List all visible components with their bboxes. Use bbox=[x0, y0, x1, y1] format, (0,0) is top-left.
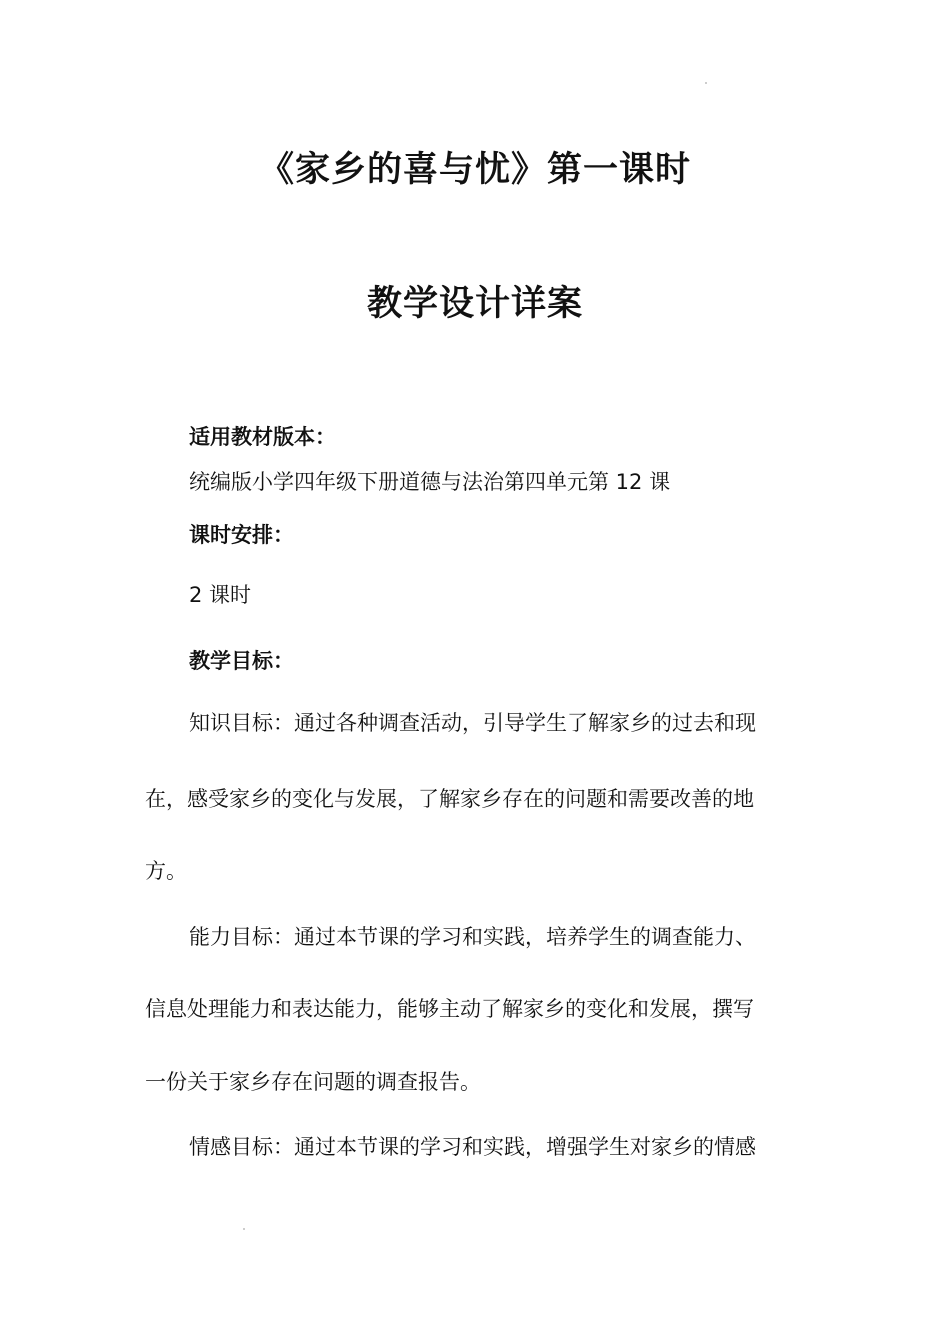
scan-speck bbox=[705, 82, 707, 84]
scan-speck bbox=[243, 1228, 245, 1230]
knowledge-goal-line: 方。 bbox=[145, 859, 187, 883]
document-title: 《家乡的喜与忧》第一课时 bbox=[258, 150, 691, 190]
textbook-value: 统编版小学四年级下册道德与法治第四单元第 12 课 bbox=[189, 470, 671, 494]
document-subtitle: 教学设计详案 bbox=[366, 284, 583, 324]
goals-label: 教学目标： bbox=[189, 649, 294, 673]
ability-goal-line: 信息处理能力和表达能力，能够主动了解家乡的变化和发展，撰写 bbox=[145, 997, 754, 1021]
ability-goal-line: 一份关于家乡存在问题的调查报告。 bbox=[145, 1070, 481, 1094]
knowledge-goal-line: 在，感受家乡的变化与发展，了解家乡存在的问题和需要改善的地 bbox=[145, 787, 754, 811]
emotion-goal-line: 情感目标：通过本节课的学习和实践，增强学生对家乡的情感 bbox=[189, 1135, 756, 1159]
schedule-value: 2 课时 bbox=[189, 583, 252, 607]
knowledge-goal-line: 知识目标：通过各种调查活动，引导学生了解家乡的过去和现 bbox=[189, 711, 756, 735]
schedule-label: 课时安排： bbox=[189, 523, 294, 547]
textbook-label: 适用教材版本： bbox=[189, 425, 336, 449]
ability-goal-line: 能力目标：通过本节课的学习和实践，培养学生的调查能力、 bbox=[189, 925, 756, 949]
